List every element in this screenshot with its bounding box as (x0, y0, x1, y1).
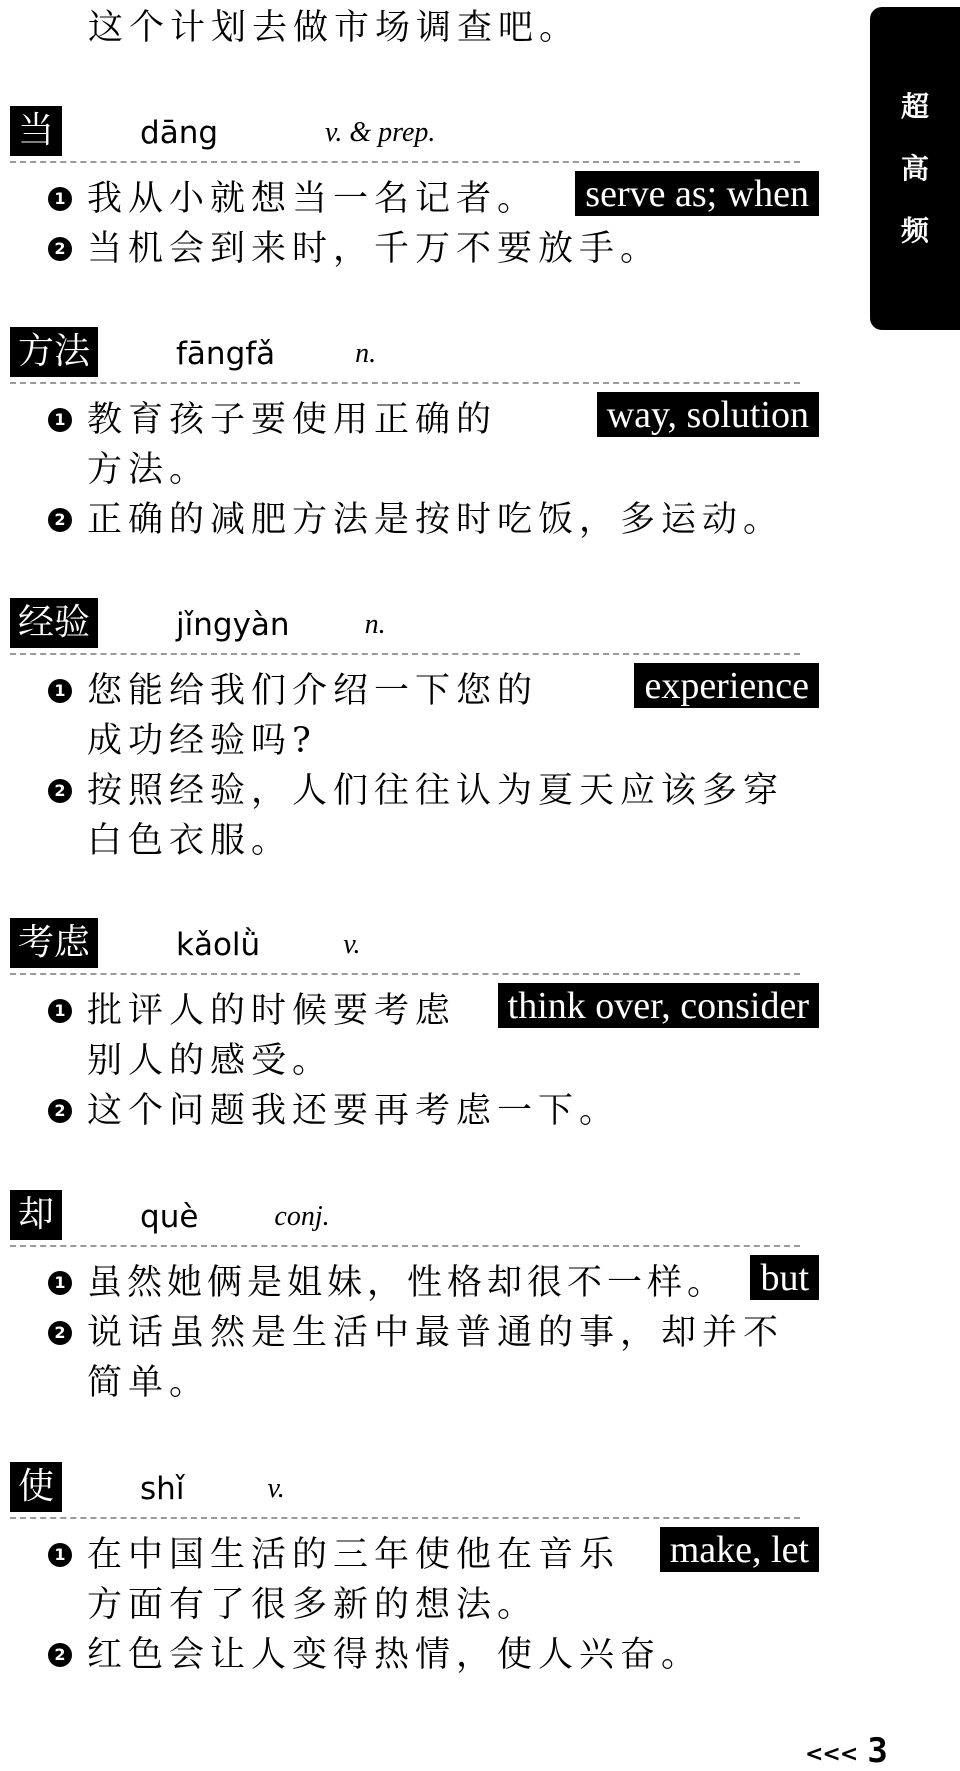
headword-label: 却 (10, 1190, 62, 1240)
example-text: 您能给我们介绍一下您的 (87, 671, 539, 711)
pinyin: jǐngyàn (176, 607, 290, 643)
example-list (48, 1258, 784, 1408)
side-tab-char: 高 (900, 152, 929, 185)
example-text: 在中国生活的三年使他在音乐 (87, 1535, 621, 1575)
example-sentence (48, 666, 784, 716)
example-sentence-continuation (48, 816, 784, 866)
side-tab-char: 频 (900, 214, 929, 247)
entry-header (10, 918, 361, 968)
dashed-divider (10, 382, 800, 384)
entry-header (10, 598, 386, 648)
example-sentence (48, 1630, 702, 1680)
circled-number-icon: 1 (48, 1543, 72, 1567)
dashed-divider (10, 973, 800, 975)
example-list (48, 395, 784, 545)
example-text: 当机会到来时，千万不要放手。 (87, 229, 662, 269)
vocab-entry (0, 598, 960, 861)
circled-number-icon: 1 (48, 187, 72, 211)
example-text: 这个问题我还要再考虑一下。 (87, 1091, 621, 1131)
example-text: 别人的感受。 (87, 1041, 334, 1081)
vocab-entry (0, 327, 960, 540)
entry-header (10, 1462, 285, 1512)
dashed-divider (10, 1517, 800, 1519)
example-sentence-continuation (48, 445, 784, 495)
example-sentence (48, 766, 784, 816)
example-text: 成功经验吗? (87, 721, 317, 761)
vocab-entry (0, 918, 960, 1131)
example-text: 白色衣服。 (87, 821, 293, 861)
part-of-speech: conj. (274, 1201, 330, 1232)
example-sentence (48, 1258, 784, 1308)
pinyin: què (140, 1199, 199, 1235)
headword-label: 经验 (10, 598, 98, 648)
example-text: 按照经验，人们往往认为夏天应该多穿 (87, 771, 785, 811)
english-gloss: make, let (660, 1527, 819, 1572)
part-of-speech: v. & prep. (325, 117, 436, 148)
example-sentence (48, 986, 620, 1036)
example-text: 简单。 (87, 1363, 211, 1403)
example-text: 我从小就想当一名记者。 (87, 179, 539, 219)
example-list (48, 986, 620, 1136)
circled-number-icon: 2 (48, 779, 72, 803)
side-tab-char: 超 (900, 90, 929, 123)
example-list (48, 1530, 702, 1680)
english-gloss: experience (634, 663, 819, 708)
english-gloss: serve as; when (575, 171, 819, 216)
circled-number-icon: 1 (48, 679, 72, 703)
circled-number-icon: 1 (48, 1271, 72, 1295)
entry-header (10, 1190, 330, 1240)
pinyin: kǎolǜ (176, 927, 261, 963)
example-text: 方法。 (87, 450, 211, 490)
example-sentence-continuation (48, 1036, 620, 1086)
part-of-speech: n. (364, 609, 386, 640)
example-list (48, 174, 661, 274)
example-sentence (48, 174, 661, 224)
english-gloss: way, solution (597, 392, 819, 437)
pinyin: dāng (140, 115, 219, 151)
example-sentence (48, 395, 784, 445)
headword-label: 考虑 (10, 918, 98, 968)
example-sentence (48, 495, 784, 545)
circled-number-icon: 1 (48, 999, 72, 1023)
circled-number-icon: 2 (48, 1321, 72, 1345)
entry-header (10, 106, 435, 156)
entry-header (10, 327, 376, 377)
part-of-speech: v. (343, 929, 361, 960)
english-gloss: but (750, 1255, 819, 1300)
example-text: 批评人的时候要考虑 (87, 991, 457, 1031)
part-of-speech: n. (355, 338, 377, 369)
headword-label: 当 (10, 106, 62, 156)
dashed-divider (10, 653, 800, 655)
pinyin: fāngfǎ (176, 336, 276, 372)
vocab-entry (0, 106, 960, 269)
example-text: 红色会让人变得热情，使人兴奋。 (87, 1635, 703, 1675)
dashed-divider (10, 161, 800, 163)
english-gloss: think over, consider (498, 983, 819, 1028)
page-marker-arrows-icon: <<< (805, 1742, 858, 1767)
example-text: 方面有了很多新的想法。 (87, 1585, 539, 1625)
example-sentence (48, 1530, 702, 1580)
page-number-value: 3 (867, 1731, 888, 1771)
example-sentence-continuation (48, 1580, 702, 1630)
example-text: 虽然她俩是姐妹，性格却很不一样。 (87, 1263, 728, 1303)
example-text: 正确的减肥方法是按时吃饭，多运动。 (87, 500, 785, 540)
continuation-sentence: 这个计划去做市场调查吧。 (88, 8, 581, 48)
example-text: 说话虽然是生活中最普通的事，却并不 (87, 1313, 785, 1353)
dashed-divider (10, 1245, 800, 1247)
circled-number-icon: 2 (48, 1099, 72, 1123)
circled-number-icon: 2 (48, 508, 72, 532)
example-sentence-continuation (48, 1358, 784, 1408)
example-sentence (48, 1308, 784, 1358)
example-sentence-continuation (48, 716, 784, 766)
circled-number-icon: 1 (48, 408, 72, 432)
example-text: 教育孩子要使用正确的 (87, 400, 498, 440)
part-of-speech: v. (267, 1473, 285, 1504)
example-sentence (48, 1086, 620, 1136)
vocab-entry (0, 1190, 960, 1403)
example-list (48, 666, 784, 866)
example-sentence (48, 224, 661, 274)
headword-label: 使 (10, 1462, 62, 1512)
vocab-entry (0, 1462, 960, 1675)
circled-number-icon: 2 (48, 1643, 72, 1667)
pinyin: shǐ (140, 1471, 185, 1507)
page-number (805, 1730, 888, 1770)
headword-label: 方法 (10, 327, 98, 377)
circled-number-icon: 2 (48, 237, 72, 261)
